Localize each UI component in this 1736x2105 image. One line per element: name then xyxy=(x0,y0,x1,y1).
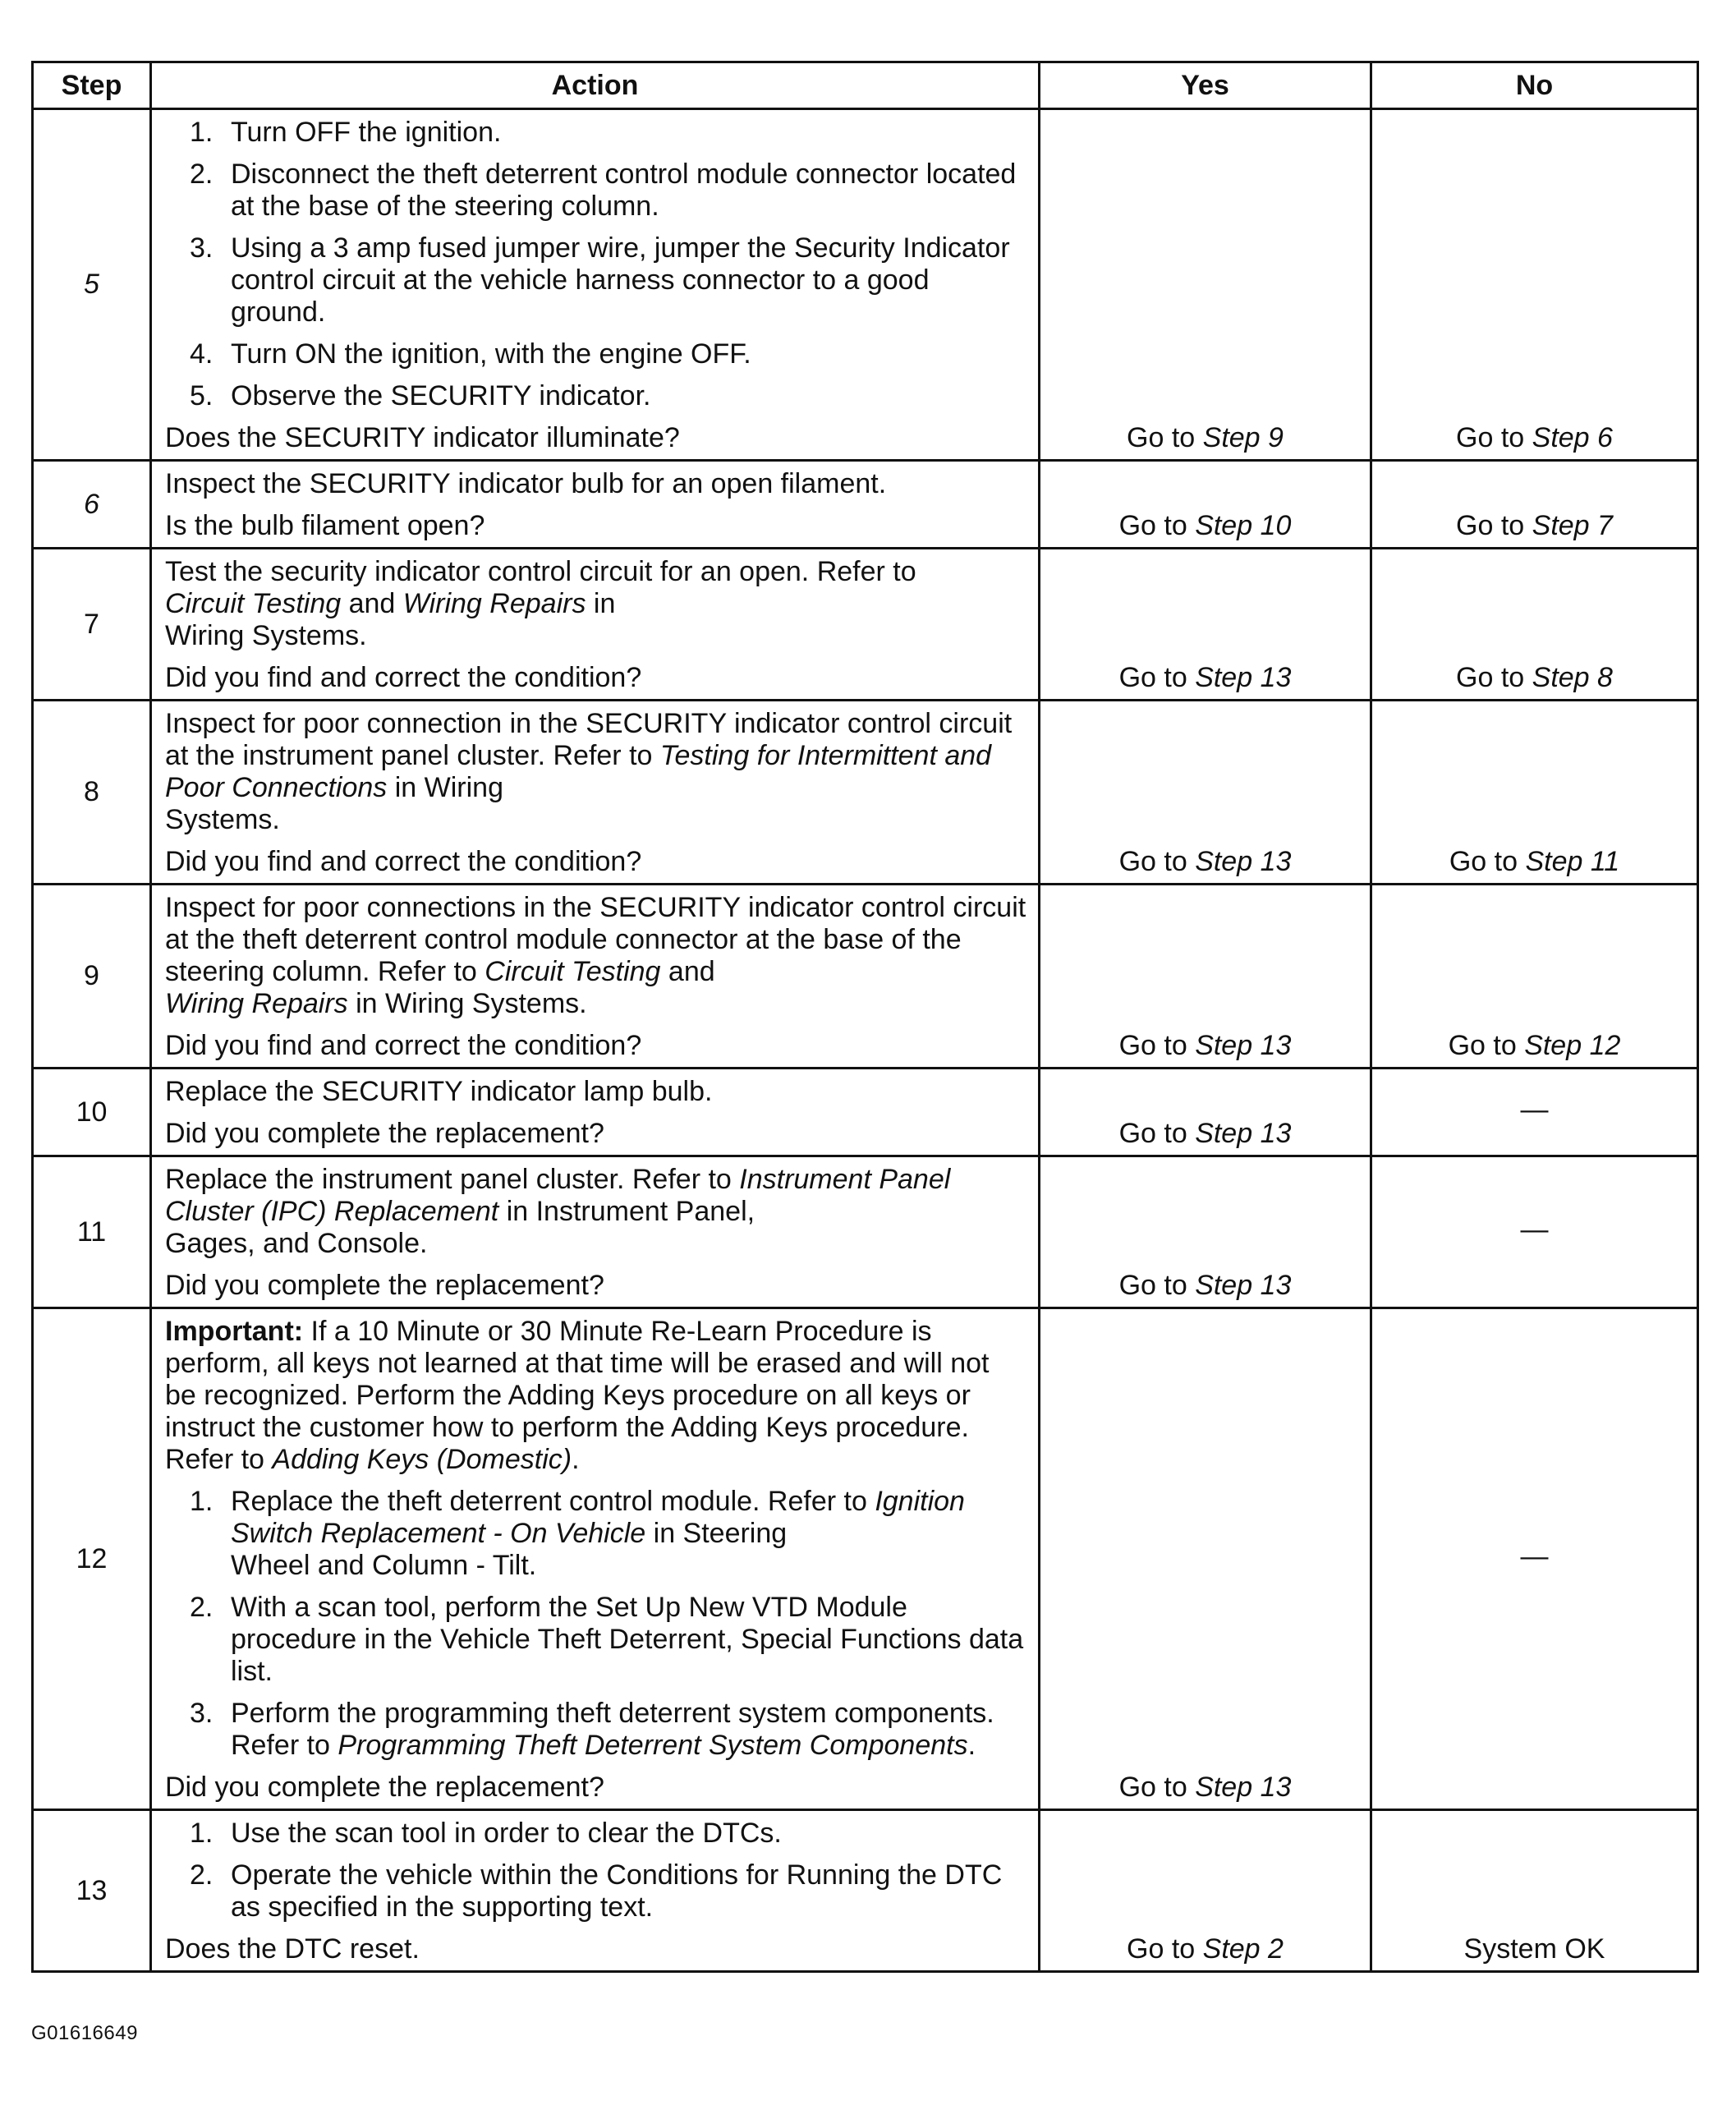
reference-link: Wiring Repairs xyxy=(402,588,586,619)
reference-link: Ignition Switch Replacement - On Vehicle xyxy=(231,1486,965,1549)
table-row xyxy=(33,885,1698,1069)
action-text: Replace the SECURITY indicator lamp bulb. xyxy=(165,1076,713,1107)
action-cell xyxy=(151,109,1040,461)
action-text: Replace the instrument panel cluster. Refer to Instrument Panel Cluster (IPC) Replacement in Instrument Panel, Gages, and Console. xyxy=(165,1164,951,1259)
yes-result: Go to Step 13 xyxy=(1040,549,1371,701)
list-item: 3. Using a 3 amp fused jumper wire, jumper the Security Indicator control circuit at the vehicle harness connector to a good ground. xyxy=(190,232,1010,328)
figure-code: G01616649 xyxy=(31,2022,138,2044)
yes-result: Go to Step 13 xyxy=(1040,1069,1371,1156)
step-number: 12 xyxy=(33,1308,151,1810)
reference-link: Testing for Intermittent and Poor Connections xyxy=(165,740,992,803)
action-text: Inspect for poor connection in the SECURITY indicator control circuit at the instrument panel cluster. Refer to Testing for Intermittent and Poor Connections in Wiring Systems. xyxy=(165,708,1013,835)
action-question: Did you find and correct the condition? xyxy=(165,662,642,693)
table-row xyxy=(33,549,1698,701)
yes-result: Go to Step 13 xyxy=(1040,1156,1371,1308)
action-question: Did you find and correct the condition? xyxy=(165,1030,642,1061)
table-row xyxy=(33,109,1698,461)
list-item: 2. With a scan tool, perform the Set Up New VTD Module procedure in the Vehicle Theft Deterrent, Special Functions data list. xyxy=(190,1592,1024,1687)
step-reference: Step 13 xyxy=(1195,846,1292,877)
action-cell xyxy=(151,1069,1040,1156)
list-item: 1. Replace the theft deterrent control module. Refer to Ignition Switch Replacement - On Vehicle in Steering Wheel and Column - Tilt. xyxy=(190,1486,965,1581)
action-cell xyxy=(151,701,1040,885)
list-item: 2. Operate the vehicle within the Conditions for Running the DTC as specified in the supporting text. xyxy=(190,1859,1003,1923)
action-cell xyxy=(151,1810,1040,1972)
reference-link: Circuit Testing xyxy=(485,956,661,987)
step-reference: Step 6 xyxy=(1532,422,1613,453)
table-row xyxy=(33,1308,1698,1810)
action-cell xyxy=(151,1156,1040,1308)
no-result: — xyxy=(1371,1308,1698,1810)
table-row xyxy=(33,461,1698,549)
important-note: Important: If a 10 Minute or 30 Minute Re-Learn Procedure is perform, all keys not learned at that time will be erased and will not be recognized. Perform the Adding Keys procedure on all keys or instruct the customer how to perform the Adding Keys procedure. Refer to Adding Keys (Domestic). xyxy=(165,1316,990,1475)
yes-result: Go to Step 9 xyxy=(1040,109,1371,461)
no-result: — xyxy=(1371,1069,1698,1156)
step-reference: Step 12 xyxy=(1524,1030,1621,1061)
step-reference: Step 13 xyxy=(1195,662,1292,693)
no-result: — xyxy=(1371,1156,1698,1308)
list-item: 4. Turn ON the ignition, with the engine OFF. xyxy=(190,338,751,370)
step-number: 5 xyxy=(33,109,151,461)
important-label: Important: xyxy=(165,1316,304,1347)
yes-result: Go to Step 13 xyxy=(1040,1308,1371,1810)
no-result: Go to Step 7 xyxy=(1371,461,1698,549)
action-question: Does the DTC reset. xyxy=(165,1933,420,1965)
step-reference: Step 8 xyxy=(1532,662,1613,693)
reference-link: Wiring Repairs xyxy=(165,988,348,1019)
no-result: Go to Step 12 xyxy=(1371,885,1698,1069)
step-reference: Step 13 xyxy=(1195,1118,1292,1149)
action-steps-list xyxy=(165,1486,1026,1762)
header-step: Step xyxy=(33,62,151,109)
yes-result: Go to Step 2 xyxy=(1040,1810,1371,1972)
step-reference: Step 7 xyxy=(1532,510,1613,541)
header-yes: Yes xyxy=(1040,62,1371,109)
action-question: Did you find and correct the condition? xyxy=(165,846,642,877)
step-number: 10 xyxy=(33,1069,151,1156)
header-no: No xyxy=(1371,62,1698,109)
action-question: Is the bulb filament open? xyxy=(165,510,485,541)
step-reference: Step 13 xyxy=(1195,1030,1292,1061)
reference-link: Instrument Panel Cluster (IPC) Replacement xyxy=(165,1164,951,1227)
step-number: 13 xyxy=(33,1810,151,1972)
step-number: 6 xyxy=(33,461,151,549)
action-cell xyxy=(151,549,1040,701)
reference-link: Circuit Testing xyxy=(165,588,342,619)
step-number: 9 xyxy=(33,885,151,1069)
action-question: Did you complete the replacement? xyxy=(165,1118,604,1149)
yes-result: Go to Step 10 xyxy=(1040,461,1371,549)
list-item: 5. Observe the SECURITY indicator. xyxy=(190,380,651,411)
action-cell xyxy=(151,1308,1040,1810)
no-result: Go to Step 6 xyxy=(1371,109,1698,461)
action-cell xyxy=(151,461,1040,549)
table-row xyxy=(33,1156,1698,1308)
step-reference: Step 11 xyxy=(1525,846,1620,877)
no-result: Go to Step 11 xyxy=(1371,701,1698,885)
action-question: Did you complete the replacement? xyxy=(165,1270,604,1301)
list-item: 1. Use the scan tool in order to clear the DTCs. xyxy=(190,1818,782,1849)
no-result: Go to Step 8 xyxy=(1371,549,1698,701)
table-row xyxy=(33,1810,1698,1972)
list-item: 2. Disconnect the theft deterrent control module connector located at the base of the steering column. xyxy=(190,159,1017,222)
step-number: 7 xyxy=(33,549,151,701)
action-text: Test the security indicator control circuit for an open. Refer to Circuit Testing and Wiring Repairs in Wiring Systems. xyxy=(165,556,916,651)
yes-result: Go to Step 13 xyxy=(1040,885,1371,1069)
step-reference: Step 2 xyxy=(1202,1933,1284,1965)
step-number: 8 xyxy=(33,701,151,885)
header-action: Action xyxy=(151,62,1040,109)
action-text: Inspect for poor connections in the SECURITY indicator control circuit at the theft deterrent control module connector at the base of the steering column. Refer to Circuit Testing and Wiring Repairs in Wiring Systems. xyxy=(165,892,1026,1019)
step-reference: Step 13 xyxy=(1195,1270,1292,1301)
no-result: System OK xyxy=(1371,1810,1698,1972)
table-row xyxy=(33,1069,1698,1156)
step-reference: Step 13 xyxy=(1195,1772,1292,1803)
action-question: Does the SECURITY indicator illuminate? xyxy=(165,422,680,453)
yes-result: Go to Step 13 xyxy=(1040,701,1371,885)
step-reference: Step 10 xyxy=(1195,510,1292,541)
list-item: 1. Turn OFF the ignition. xyxy=(190,117,502,148)
action-question: Did you complete the replacement? xyxy=(165,1772,604,1803)
header-row xyxy=(33,62,1698,109)
action-cell xyxy=(151,885,1040,1069)
action-text: Inspect the SECURITY indicator bulb for an open filament. xyxy=(165,468,887,499)
table-row xyxy=(33,701,1698,885)
reference-link: Adding Keys (Domestic) xyxy=(272,1444,572,1475)
step-number: 11 xyxy=(33,1156,151,1308)
step-reference: Step 9 xyxy=(1202,422,1284,453)
reference-link: Programming Theft Deterrent System Components xyxy=(338,1730,968,1761)
action-steps-list xyxy=(165,117,1026,412)
action-steps-list xyxy=(165,1818,1026,1923)
list-item: 3. Perform the programming theft deterrent system components. Refer to Programming Theft Deterrent System Components. xyxy=(190,1698,994,1761)
diagnostic-table xyxy=(31,61,1699,1973)
